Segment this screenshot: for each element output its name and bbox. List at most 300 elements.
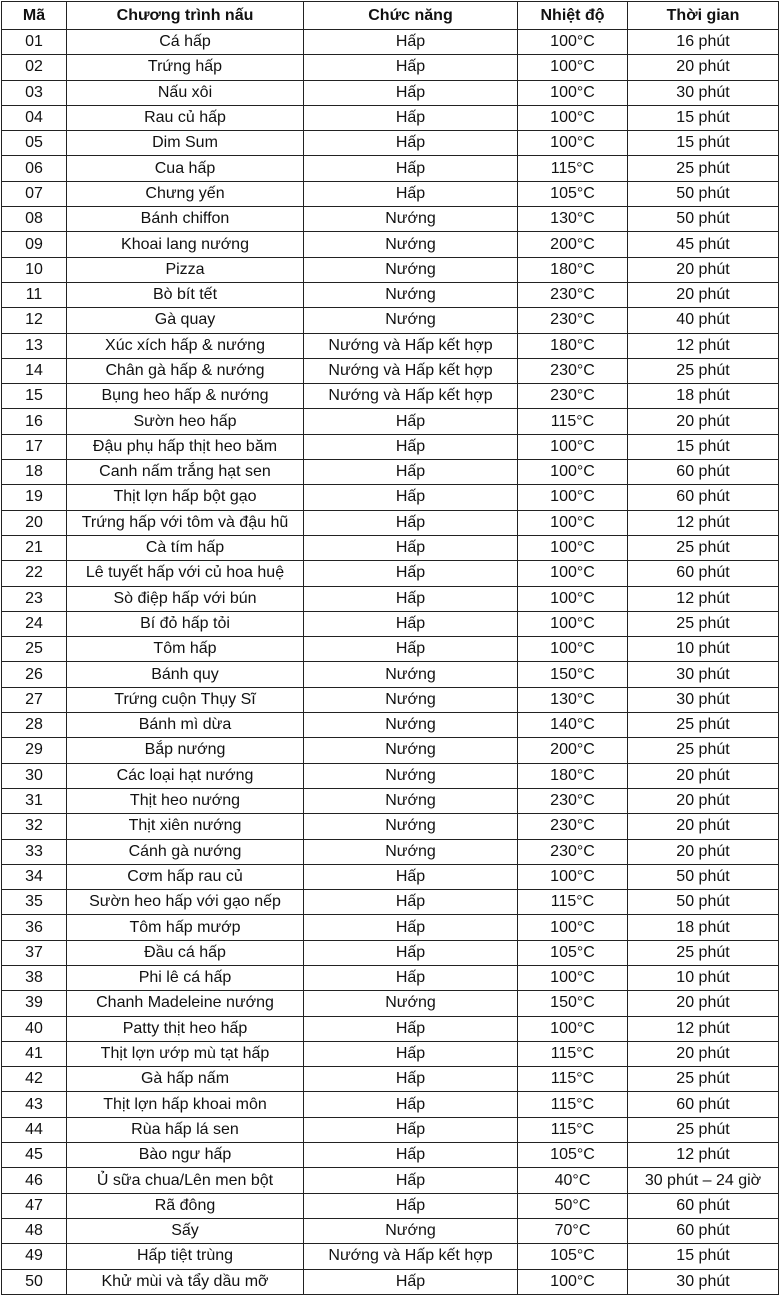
cell-temperature: 200°C (518, 232, 628, 257)
cell-program: Cà tím hấp (67, 535, 304, 560)
cell-time: 12 phút (628, 1143, 779, 1168)
cell-temperature: 130°C (518, 207, 628, 232)
cell-function: Hấp (304, 864, 518, 889)
cell-function: Hấp (304, 181, 518, 206)
cell-program: Bào ngư hấp (67, 1143, 304, 1168)
cell-function: Hấp (304, 510, 518, 535)
cell-program: Sườn heo hấp (67, 409, 304, 434)
cell-code: 21 (2, 535, 67, 560)
cell-function: Hấp (304, 105, 518, 130)
cell-time: 30 phút – 24 giờ (628, 1168, 779, 1193)
table-row (2, 409, 779, 434)
cell-code: 35 (2, 890, 67, 915)
cell-function: Nướng (304, 738, 518, 763)
cell-function: Hấp (304, 940, 518, 965)
cell-function: Hấp (304, 80, 518, 105)
cell-time: 12 phút (628, 510, 779, 535)
cell-temperature: 100°C (518, 485, 628, 510)
cell-function: Nướng (304, 257, 518, 282)
cell-program: Canh nấm trắng hạt sen (67, 460, 304, 485)
cell-temperature: 115°C (518, 156, 628, 181)
cell-code: 12 (2, 308, 67, 333)
cell-program: Lê tuyết hấp với củ hoa huệ (67, 561, 304, 586)
cell-code: 42 (2, 1067, 67, 1092)
cell-time: 20 phút (628, 1041, 779, 1066)
cell-program: Ủ sữa chua/Lên men bột (67, 1168, 304, 1193)
cell-program: Thịt lợn hấp khoai môn (67, 1092, 304, 1117)
cell-temperature: 115°C (518, 409, 628, 434)
cell-time: 20 phút (628, 55, 779, 80)
cell-function: Hấp (304, 131, 518, 156)
cell-time: 60 phút (628, 460, 779, 485)
cell-time: 12 phút (628, 586, 779, 611)
cell-time: 15 phút (628, 434, 779, 459)
cell-code: 31 (2, 788, 67, 813)
cell-code: 07 (2, 181, 67, 206)
cell-function: Nướng (304, 207, 518, 232)
cell-code: 05 (2, 131, 67, 156)
cell-program: Đầu cá hấp (67, 940, 304, 965)
cell-time: 25 phút (628, 358, 779, 383)
table-row (2, 991, 779, 1016)
cell-program: Bí đỏ hấp tỏi (67, 611, 304, 636)
cell-program: Cánh gà nướng (67, 839, 304, 864)
table-row (2, 1244, 779, 1269)
cell-temperature: 100°C (518, 1016, 628, 1041)
table-row (2, 156, 779, 181)
cell-function: Hấp (304, 611, 518, 636)
cell-function: Nướng (304, 1218, 518, 1243)
cell-code: 30 (2, 763, 67, 788)
table-row (2, 1218, 779, 1243)
cell-function: Hấp (304, 460, 518, 485)
cell-time: 50 phút (628, 890, 779, 915)
cell-code: 13 (2, 333, 67, 358)
cell-time: 20 phút (628, 788, 779, 813)
cell-code: 15 (2, 384, 67, 409)
cell-program: Khử mùi và tẩy dầu mỡ (67, 1269, 304, 1294)
cell-temperature: 230°C (518, 814, 628, 839)
cell-program: Tôm hấp mướp (67, 915, 304, 940)
table-row (2, 181, 779, 206)
cell-temperature: 115°C (518, 1041, 628, 1066)
cell-code: 01 (2, 30, 67, 55)
cell-temperature: 115°C (518, 890, 628, 915)
cell-code: 36 (2, 915, 67, 940)
cell-time: 12 phút (628, 333, 779, 358)
cell-function: Hấp (304, 1117, 518, 1142)
cell-time: 25 phút (628, 1117, 779, 1142)
table-row (2, 586, 779, 611)
cell-program: Đậu phụ hấp thịt heo băm (67, 434, 304, 459)
table-row (2, 864, 779, 889)
cell-time: 20 phút (628, 991, 779, 1016)
cell-program: Chưng yến (67, 181, 304, 206)
table-row (2, 890, 779, 915)
cell-temperature: 100°C (518, 1269, 628, 1294)
cell-program: Khoai lang nướng (67, 232, 304, 257)
cell-program: Các loại hạt nướng (67, 763, 304, 788)
header-function: Chức năng (304, 2, 518, 30)
cell-temperature: 150°C (518, 662, 628, 687)
table-row (2, 131, 779, 156)
cell-temperature: 230°C (518, 384, 628, 409)
cell-function: Nướng (304, 763, 518, 788)
cell-program: Rùa hấp lá sen (67, 1117, 304, 1142)
cell-time: 60 phút (628, 561, 779, 586)
cell-temperature: 70°C (518, 1218, 628, 1243)
cell-time: 18 phút (628, 384, 779, 409)
cell-code: 24 (2, 611, 67, 636)
cell-program: Bụng heo hấp & nướng (67, 384, 304, 409)
cell-code: 37 (2, 940, 67, 965)
table-row (2, 358, 779, 383)
cell-code: 14 (2, 358, 67, 383)
cell-function: Nướng (304, 232, 518, 257)
cell-time: 12 phút (628, 1016, 779, 1041)
table-row (2, 839, 779, 864)
cell-time: 25 phút (628, 156, 779, 181)
table-row (2, 1041, 779, 1066)
cell-function: Hấp (304, 1067, 518, 1092)
cell-function: Nướng (304, 687, 518, 712)
cell-temperature: 180°C (518, 257, 628, 282)
cell-time: 18 phút (628, 915, 779, 940)
cell-time: 15 phút (628, 131, 779, 156)
cell-function: Nướng (304, 713, 518, 738)
cell-temperature: 100°C (518, 965, 628, 990)
cell-program: Nấu xôi (67, 80, 304, 105)
cell-temperature: 180°C (518, 763, 628, 788)
cell-program: Xúc xích hấp & nướng (67, 333, 304, 358)
cell-function: Hấp (304, 965, 518, 990)
cell-program: Hấp tiệt trùng (67, 1244, 304, 1269)
cell-program: Thịt lợn hấp bột gạo (67, 485, 304, 510)
table-row (2, 30, 779, 55)
table-row (2, 915, 779, 940)
cell-time: 20 phút (628, 763, 779, 788)
cell-temperature: 230°C (518, 788, 628, 813)
cell-temperature: 115°C (518, 1067, 628, 1092)
cell-temperature: 100°C (518, 915, 628, 940)
cell-code: 08 (2, 207, 67, 232)
cell-function: Nướng (304, 991, 518, 1016)
cell-code: 23 (2, 586, 67, 611)
cell-time: 20 phút (628, 409, 779, 434)
cell-temperature: 100°C (518, 535, 628, 560)
cell-code: 47 (2, 1193, 67, 1218)
cell-code: 10 (2, 257, 67, 282)
cell-program: Cá hấp (67, 30, 304, 55)
table-row (2, 257, 779, 282)
table-row (2, 105, 779, 130)
cell-time: 25 phút (628, 611, 779, 636)
cell-program: Cơm hấp rau củ (67, 864, 304, 889)
cell-temperature: 100°C (518, 55, 628, 80)
table-row (2, 713, 779, 738)
table-row (2, 687, 779, 712)
cell-temperature: 100°C (518, 510, 628, 535)
cell-program: Bánh quy (67, 662, 304, 687)
cell-function: Nướng (304, 662, 518, 687)
cell-function: Nướng (304, 282, 518, 307)
table-row (2, 333, 779, 358)
table-row (2, 1016, 779, 1041)
cell-function: Nướng và Hấp kết hợp (304, 333, 518, 358)
table-row (2, 308, 779, 333)
table-row (2, 384, 779, 409)
cell-temperature: 115°C (518, 1092, 628, 1117)
cell-temperature: 105°C (518, 181, 628, 206)
cell-temperature: 230°C (518, 358, 628, 383)
cell-code: 11 (2, 282, 67, 307)
cell-code: 29 (2, 738, 67, 763)
cell-time: 16 phút (628, 30, 779, 55)
table-row (2, 662, 779, 687)
cell-temperature: 50°C (518, 1193, 628, 1218)
cell-temperature: 100°C (518, 105, 628, 130)
cell-temperature: 100°C (518, 434, 628, 459)
table-row (2, 738, 779, 763)
table-row (2, 561, 779, 586)
cell-time: 45 phút (628, 232, 779, 257)
table-row (2, 510, 779, 535)
cell-code: 45 (2, 1143, 67, 1168)
cell-code: 39 (2, 991, 67, 1016)
cell-code: 38 (2, 965, 67, 990)
cell-program: Gà hấp nấm (67, 1067, 304, 1092)
cell-code: 20 (2, 510, 67, 535)
table-row (2, 282, 779, 307)
cell-code: 50 (2, 1269, 67, 1294)
cell-program: Trứng cuộn Thụy Sĩ (67, 687, 304, 712)
cell-function: Hấp (304, 156, 518, 181)
cell-time: 60 phút (628, 485, 779, 510)
cell-function: Hấp (304, 890, 518, 915)
cell-time: 30 phút (628, 662, 779, 687)
cell-code: 18 (2, 460, 67, 485)
cell-temperature: 100°C (518, 131, 628, 156)
cell-function: Hấp (304, 30, 518, 55)
cell-temperature: 230°C (518, 282, 628, 307)
cell-program: Chân gà hấp & nướng (67, 358, 304, 383)
cell-time: 10 phút (628, 965, 779, 990)
cell-function: Hấp (304, 1193, 518, 1218)
cell-program: Patty thịt heo hấp (67, 1016, 304, 1041)
cell-function: Nướng và Hấp kết hợp (304, 1244, 518, 1269)
cell-program: Tôm hấp (67, 637, 304, 662)
cell-code: 26 (2, 662, 67, 687)
cell-time: 60 phút (628, 1218, 779, 1243)
table-row (2, 788, 779, 813)
cell-code: 44 (2, 1117, 67, 1142)
cell-time: 60 phút (628, 1193, 779, 1218)
cell-time: 50 phút (628, 181, 779, 206)
cell-function: Hấp (304, 1168, 518, 1193)
cell-temperature: 140°C (518, 713, 628, 738)
cell-time: 10 phút (628, 637, 779, 662)
cell-time: 30 phút (628, 1269, 779, 1294)
cell-temperature: 230°C (518, 308, 628, 333)
cell-time: 15 phút (628, 1244, 779, 1269)
cell-code: 06 (2, 156, 67, 181)
header-code: Mã (2, 2, 67, 30)
cell-code: 46 (2, 1168, 67, 1193)
table-row (2, 637, 779, 662)
cell-time: 25 phút (628, 940, 779, 965)
cell-function: Hấp (304, 586, 518, 611)
table-row (2, 1269, 779, 1294)
cooking-programs-table (1, 1, 779, 1295)
cell-function: Hấp (304, 55, 518, 80)
table-body (2, 30, 779, 1295)
cell-time: 20 phút (628, 839, 779, 864)
cell-code: 22 (2, 561, 67, 586)
cell-program: Cua hấp (67, 156, 304, 181)
cell-program: Rã đông (67, 1193, 304, 1218)
cell-function: Hấp (304, 535, 518, 560)
cell-time: 15 phút (628, 105, 779, 130)
cell-code: 27 (2, 687, 67, 712)
cell-function: Nướng (304, 788, 518, 813)
table-row (2, 207, 779, 232)
cell-code: 33 (2, 839, 67, 864)
cell-program: Bánh mì dừa (67, 713, 304, 738)
table-row (2, 1092, 779, 1117)
cell-time: 25 phút (628, 738, 779, 763)
cell-program: Trứng hấp với tôm và đậu hũ (67, 510, 304, 535)
cell-function: Hấp (304, 637, 518, 662)
cell-function: Hấp (304, 1269, 518, 1294)
table-row (2, 434, 779, 459)
cell-temperature: 100°C (518, 637, 628, 662)
table-row (2, 232, 779, 257)
cell-function: Hấp (304, 1143, 518, 1168)
cell-program: Sấy (67, 1218, 304, 1243)
cell-program: Rau củ hấp (67, 105, 304, 130)
cell-program: Sò điệp hấp với bún (67, 586, 304, 611)
cell-program: Thịt heo nướng (67, 788, 304, 813)
cell-code: 17 (2, 434, 67, 459)
cell-temperature: 100°C (518, 586, 628, 611)
table-row (2, 1143, 779, 1168)
cell-code: 34 (2, 864, 67, 889)
cell-temperature: 105°C (518, 940, 628, 965)
cell-code: 03 (2, 80, 67, 105)
cell-temperature: 105°C (518, 1143, 628, 1168)
cell-temperature: 100°C (518, 30, 628, 55)
cell-time: 25 phút (628, 535, 779, 560)
cell-code: 43 (2, 1092, 67, 1117)
cell-program: Phi lê cá hấp (67, 965, 304, 990)
cell-temperature: 100°C (518, 611, 628, 636)
table-row (2, 1117, 779, 1142)
table-row (2, 80, 779, 105)
table-row (2, 55, 779, 80)
cell-code: 28 (2, 713, 67, 738)
cell-program: Dim Sum (67, 131, 304, 156)
table-row (2, 460, 779, 485)
table-row (2, 1067, 779, 1092)
header-program: Chương trình nấu (67, 2, 304, 30)
cell-temperature: 100°C (518, 561, 628, 586)
table-row (2, 1168, 779, 1193)
table-row (2, 940, 779, 965)
cell-code: 49 (2, 1244, 67, 1269)
cell-program: Trứng hấp (67, 55, 304, 80)
table-row (2, 485, 779, 510)
cell-program: Thịt lợn ướp mù tạt hấp (67, 1041, 304, 1066)
cell-time: 20 phút (628, 257, 779, 282)
cell-function: Hấp (304, 485, 518, 510)
cell-function: Hấp (304, 1016, 518, 1041)
cell-temperature: 115°C (518, 1117, 628, 1142)
table-row (2, 611, 779, 636)
cell-code: 48 (2, 1218, 67, 1243)
cell-temperature: 180°C (518, 333, 628, 358)
header-temperature: Nhiệt độ (518, 2, 628, 30)
cell-program: Bò bít tết (67, 282, 304, 307)
header-row (2, 2, 779, 30)
cell-time: 30 phút (628, 687, 779, 712)
cell-program: Gà quay (67, 308, 304, 333)
cell-program: Thịt xiên nướng (67, 814, 304, 839)
cell-function: Nướng (304, 308, 518, 333)
cell-program: Bánh chiffon (67, 207, 304, 232)
cell-code: 40 (2, 1016, 67, 1041)
cell-code: 19 (2, 485, 67, 510)
table-row (2, 535, 779, 560)
cell-function: Nướng và Hấp kết hợp (304, 384, 518, 409)
cell-time: 20 phút (628, 282, 779, 307)
cell-temperature: 150°C (518, 991, 628, 1016)
cell-code: 41 (2, 1041, 67, 1066)
cell-temperature: 200°C (518, 738, 628, 763)
cell-program: Sườn heo hấp với gạo nếp (67, 890, 304, 915)
cell-function: Nướng (304, 839, 518, 864)
cell-function: Nướng (304, 814, 518, 839)
cell-code: 32 (2, 814, 67, 839)
cell-function: Nướng và Hấp kết hợp (304, 358, 518, 383)
cell-function: Hấp (304, 561, 518, 586)
cell-function: Hấp (304, 1092, 518, 1117)
cell-time: 40 phút (628, 308, 779, 333)
cell-temperature: 105°C (518, 1244, 628, 1269)
cell-time: 50 phút (628, 864, 779, 889)
cell-temperature: 100°C (518, 460, 628, 485)
cell-program: Pizza (67, 257, 304, 282)
cell-function: Hấp (304, 915, 518, 940)
cell-temperature: 100°C (518, 80, 628, 105)
cell-function: Hấp (304, 1041, 518, 1066)
cell-code: 09 (2, 232, 67, 257)
cell-code: 16 (2, 409, 67, 434)
cell-temperature: 130°C (518, 687, 628, 712)
cell-time: 20 phút (628, 814, 779, 839)
cell-time: 60 phút (628, 1092, 779, 1117)
cell-function: Hấp (304, 434, 518, 459)
cell-code: 02 (2, 55, 67, 80)
cell-temperature: 40°C (518, 1168, 628, 1193)
table-row (2, 965, 779, 990)
cell-program: Chanh Madeleine nướng (67, 991, 304, 1016)
table-row (2, 763, 779, 788)
cell-temperature: 230°C (518, 839, 628, 864)
table-row (2, 814, 779, 839)
cell-time: 25 phút (628, 713, 779, 738)
cell-function: Hấp (304, 409, 518, 434)
cell-program: Bắp nướng (67, 738, 304, 763)
